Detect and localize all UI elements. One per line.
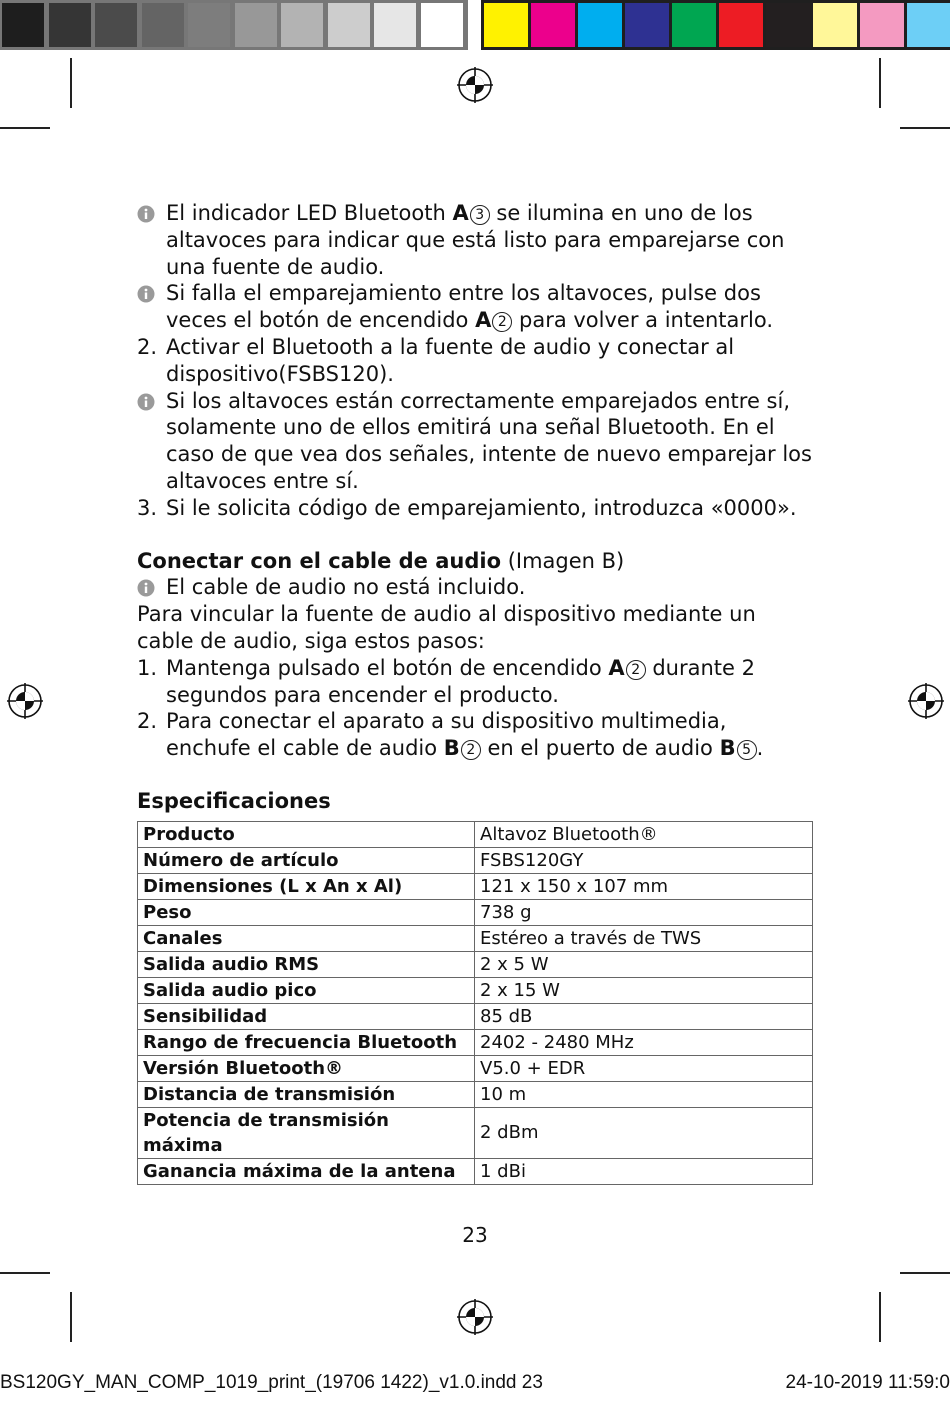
info-icon bbox=[137, 285, 155, 303]
color-swatch bbox=[766, 3, 810, 47]
spec-label: Sensibilidad bbox=[138, 1003, 475, 1029]
callout-number: 2 bbox=[492, 312, 512, 332]
spec-label: Peso bbox=[138, 899, 475, 925]
spec-value: Altavoz Bluetooth® bbox=[475, 821, 813, 847]
list-item bbox=[137, 280, 817, 334]
item-text: Mantenga pulsado el botón de encendido bbox=[166, 655, 609, 680]
item-text: Si le solicita código de emparejamiento, introduzca «0000». bbox=[166, 495, 797, 520]
crop-mark bbox=[879, 1292, 881, 1342]
item-text: durante 2 segundos para encender el producto. bbox=[166, 655, 755, 707]
table-row bbox=[138, 1055, 813, 1081]
item-text: Si falla el emparejamiento entre los altavoces, pulse dos veces el botón de encendido bbox=[166, 281, 761, 333]
crop-mark bbox=[879, 58, 881, 108]
item-text: Activar el Bluetooth a la fuente de audio y conectar al dispositivo(FSBS120). bbox=[166, 334, 735, 386]
spec-label: Potencia de transmisión máxima bbox=[138, 1107, 475, 1158]
callout-number: 5 bbox=[737, 740, 757, 760]
item-text: . bbox=[756, 736, 764, 761]
crop-mark bbox=[900, 1272, 950, 1274]
gray-swatch bbox=[374, 3, 416, 47]
gray-swatch bbox=[49, 3, 91, 47]
crop-mark bbox=[900, 127, 950, 129]
color-swatch bbox=[578, 3, 622, 47]
list-item bbox=[137, 200, 817, 280]
list-item bbox=[137, 655, 817, 709]
callout-number: 2 bbox=[461, 740, 481, 760]
table-row bbox=[138, 1158, 813, 1184]
spec-value: FSBS120GY bbox=[475, 847, 813, 873]
pairing-instructions-list bbox=[137, 200, 817, 522]
list-item bbox=[137, 388, 817, 495]
spec-label: Dimensiones (L x An x Al) bbox=[138, 873, 475, 899]
spec-value: 2402 - 2480 MHz bbox=[475, 1029, 813, 1055]
gray-swatch bbox=[2, 3, 44, 47]
color-swatch bbox=[719, 3, 763, 47]
info-icon bbox=[137, 579, 155, 597]
manual-page-content bbox=[137, 200, 817, 1185]
table-row bbox=[138, 925, 813, 951]
color-swatch bbox=[860, 3, 904, 47]
intro-paragraph: Para vincular la fuente de audio al dispositivo mediante un cable de audio, siga estos pasos: bbox=[137, 602, 756, 653]
color-swatch bbox=[625, 3, 669, 47]
list-item bbox=[137, 334, 817, 388]
info-icon bbox=[137, 393, 155, 411]
spec-label: Número de artículo bbox=[138, 847, 475, 873]
color-calibration-bar bbox=[0, 0, 950, 50]
crop-mark bbox=[0, 1272, 50, 1274]
gray-swatch bbox=[142, 3, 184, 47]
spec-label: Versión Bluetooth® bbox=[138, 1055, 475, 1081]
note-row bbox=[137, 574, 817, 601]
gray-swatch bbox=[328, 3, 370, 47]
table-row bbox=[138, 1107, 813, 1158]
callout-number: 3 bbox=[470, 205, 490, 225]
item-text: para volver a intentarlo. bbox=[512, 308, 774, 333]
color-swatch bbox=[813, 3, 857, 47]
audio-cable-section-heading bbox=[137, 548, 817, 575]
gray-swatch bbox=[281, 3, 323, 47]
color-swatch bbox=[484, 3, 528, 47]
list-number: 3. bbox=[137, 495, 158, 520]
page-number: 23 bbox=[462, 1223, 488, 1247]
spec-label: Distancia de transmisión bbox=[138, 1081, 475, 1107]
spec-value: 2 x 5 W bbox=[475, 951, 813, 977]
item-text: en el puerto de audio bbox=[480, 736, 720, 761]
spec-value: Estéreo a través de TWS bbox=[475, 925, 813, 951]
table-row bbox=[138, 977, 813, 1003]
item-text: se ilumina en uno de los altavoces para indicar que está listo para emparejarse con una fuente de audio. bbox=[166, 201, 785, 279]
color-swatch bbox=[531, 3, 575, 47]
specs-heading: Especificaciones bbox=[137, 788, 331, 813]
crop-mark bbox=[0, 127, 50, 129]
color-swatch bbox=[672, 3, 716, 47]
note-text: El cable de audio no está incluido. bbox=[166, 575, 526, 600]
table-row bbox=[138, 899, 813, 925]
spec-value: V5.0 + EDR bbox=[475, 1055, 813, 1081]
table-row bbox=[138, 1081, 813, 1107]
print-slug-date: 24-10-2019 11:59:0 bbox=[785, 1372, 950, 1393]
print-slug-filename: BS120GY_MAN_COMP_1019_print_(19706 1422)_v1.0.indd 23 bbox=[0, 1372, 543, 1393]
spec-label: Producto bbox=[138, 821, 475, 847]
spec-value: 121 x 150 x 107 mm bbox=[475, 873, 813, 899]
list-number: 2. bbox=[137, 334, 158, 359]
registration-mark-icon bbox=[5, 681, 45, 721]
table-row bbox=[138, 951, 813, 977]
figure-letter: A bbox=[452, 201, 469, 225]
gray-swatch bbox=[421, 3, 463, 47]
info-icon bbox=[137, 205, 155, 223]
spec-value: 2 dBm bbox=[475, 1107, 813, 1158]
figure-letter: B bbox=[719, 736, 736, 761]
list-item bbox=[137, 495, 817, 522]
spec-value: 85 dB bbox=[475, 1003, 813, 1029]
spec-label: Salida audio RMS bbox=[138, 951, 475, 977]
table-row bbox=[138, 1003, 813, 1029]
spec-value: 2 x 15 W bbox=[475, 977, 813, 1003]
spec-value: 738 g bbox=[475, 899, 813, 925]
gray-swatch bbox=[188, 3, 230, 47]
list-number: 1. bbox=[137, 655, 158, 680]
item-text: El indicador LED Bluetooth bbox=[166, 201, 453, 225]
list-item bbox=[137, 708, 817, 762]
figure-letter: A bbox=[475, 308, 492, 333]
spec-value: 1 dBi bbox=[475, 1158, 813, 1184]
crop-mark bbox=[70, 1292, 72, 1342]
registration-mark-icon bbox=[906, 681, 946, 721]
spec-label: Ganancia máxima de la antena bbox=[138, 1158, 475, 1184]
spec-label: Rango de frecuencia Bluetooth bbox=[138, 1029, 475, 1055]
list-number: 2. bbox=[137, 709, 158, 734]
figure-letter: B bbox=[443, 736, 460, 761]
spec-value: 10 m bbox=[475, 1081, 813, 1107]
spec-label: Salida audio pico bbox=[138, 977, 475, 1003]
color-swatch bbox=[907, 3, 950, 47]
table-row bbox=[138, 1029, 813, 1055]
spec-label: Canales bbox=[138, 925, 475, 951]
table-row bbox=[138, 847, 813, 873]
item-text: Si los altavoces están correctamente emparejados entre sí, solamente uno de ellos emitirá una señal Bluetooth. En el caso de que vea dos señales, intente de nuevo emparejar los altavoces entre sí. bbox=[166, 388, 812, 493]
registration-mark-icon bbox=[455, 65, 495, 105]
callout-number: 2 bbox=[626, 660, 646, 680]
gray-swatch bbox=[235, 3, 277, 47]
crop-mark bbox=[70, 58, 72, 108]
registration-mark-icon bbox=[455, 1297, 495, 1337]
specifications-table bbox=[137, 821, 813, 1185]
figure-letter: A bbox=[608, 655, 625, 680]
table-row bbox=[138, 873, 813, 899]
heading-suffix: (Imagen B) bbox=[501, 548, 625, 573]
gray-swatch bbox=[95, 3, 137, 47]
audio-steps-list bbox=[137, 655, 817, 762]
table-row bbox=[138, 821, 813, 847]
item-text: Para conectar el aparato a su dispositivo multimedia, enchufe el cable de audio bbox=[166, 709, 727, 761]
section-heading: Conectar con el cable de audio bbox=[137, 548, 502, 573]
